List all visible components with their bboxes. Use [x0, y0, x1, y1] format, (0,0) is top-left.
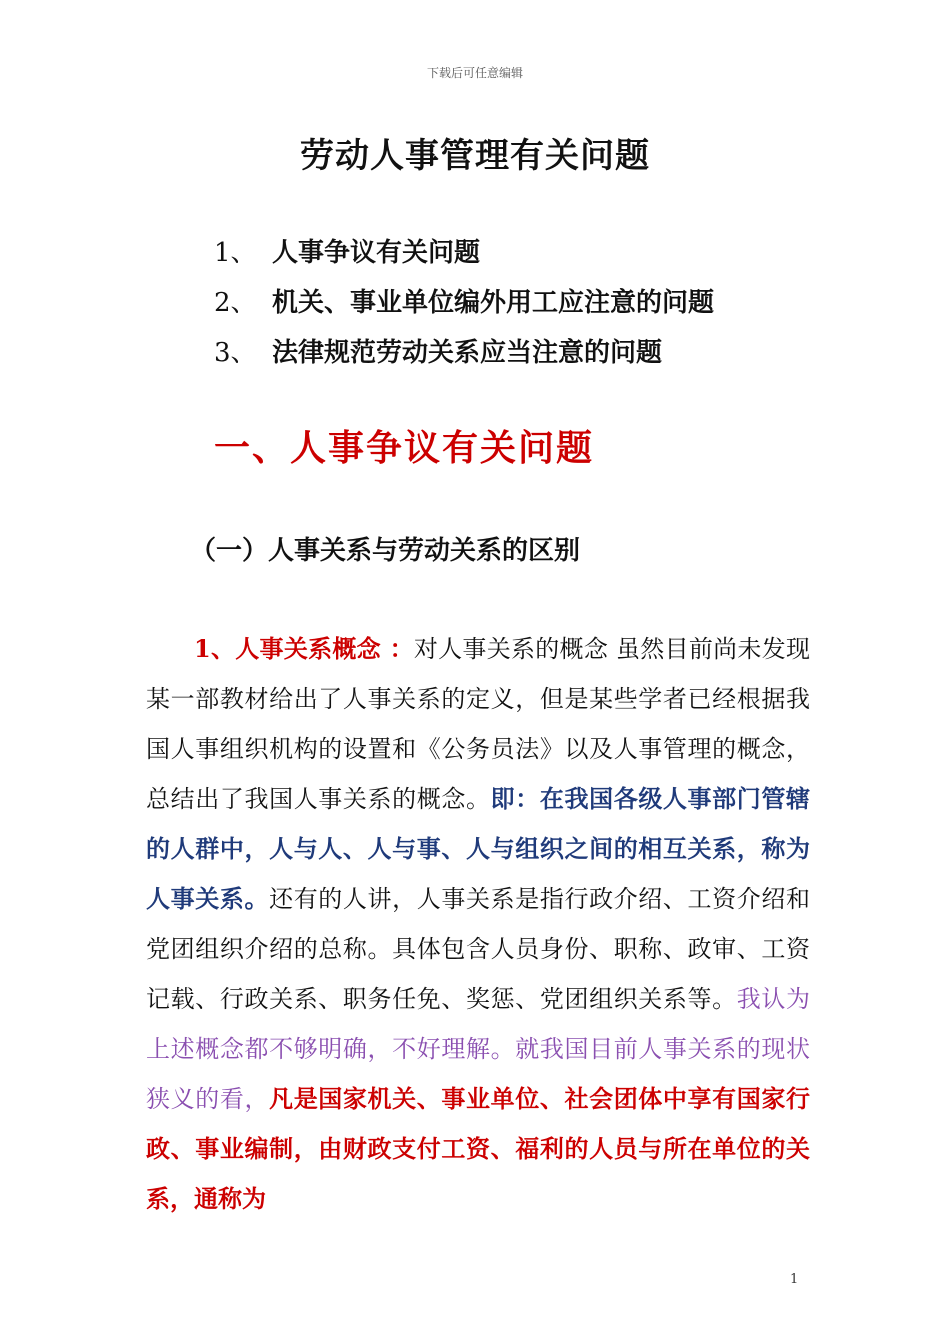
paragraph-conclusion: 凡是国家机关、事业单位、社会团体中享有国家行政、事业编制，由财政支付工资、福利的人员与所在单位的关系，通称为 — [146, 1084, 810, 1213]
paragraph-text: 对人事关系的概念 虽然目前尚未发现某一部教材给出了人事关系的定义，但是某些学者已经根据我国人事组织机构的设置和《公务员法》以及人事管理的概念，总结出了我国人事关系的概念。 — [146, 635, 810, 813]
subsection-heading: （一）人事关系与劳动关系的区别 — [190, 536, 581, 566]
toc-item-number: 3、 — [214, 338, 257, 368]
paragraph-opinion: 我认为上述概念都不够明确，不好理解。 — [146, 985, 811, 1063]
table-of-contents — [214, 228, 714, 378]
page-number: 1 — [790, 1272, 799, 1287]
body-paragraph — [146, 624, 810, 1224]
toc-item — [214, 228, 714, 278]
paragraph-text: 还有的人讲，人事关系是指行政介绍、工资介绍和党团组织介绍的总称。具体包含人员身份、职称、政审、工资记载、行政关系、职务任免、奖惩、党团组织关系等。 — [146, 885, 810, 1013]
document-title: 劳动人事管理有关问题 — [300, 136, 650, 176]
toc-item-label: 法律规范劳动关系应当注意的问题 — [272, 338, 663, 368]
paragraph-definition: 即：在我国各级人事部门管辖的人群中，人与人、人与事、人与组织之间的相互关系，称为人事关系。 — [146, 784, 811, 913]
toc-item — [214, 328, 714, 378]
toc-item — [214, 278, 714, 328]
header-note: 下载后可任意编辑 — [426, 66, 523, 80]
toc-item-number: 2、 — [214, 288, 257, 318]
section-heading: 一、人事争议有关问题 — [214, 427, 595, 469]
paragraph-lead: 1、人事关系概念 ： — [194, 634, 414, 663]
toc-item-number: 1、 — [214, 238, 257, 268]
toc-item-label: 机关、事业单位编外用工应注意的问题 — [272, 288, 715, 318]
toc-item-label: 人事争议有关问题 — [272, 238, 481, 268]
paragraph-text: 就我国目前人事关系的现状狭义的看， — [146, 1035, 811, 1113]
